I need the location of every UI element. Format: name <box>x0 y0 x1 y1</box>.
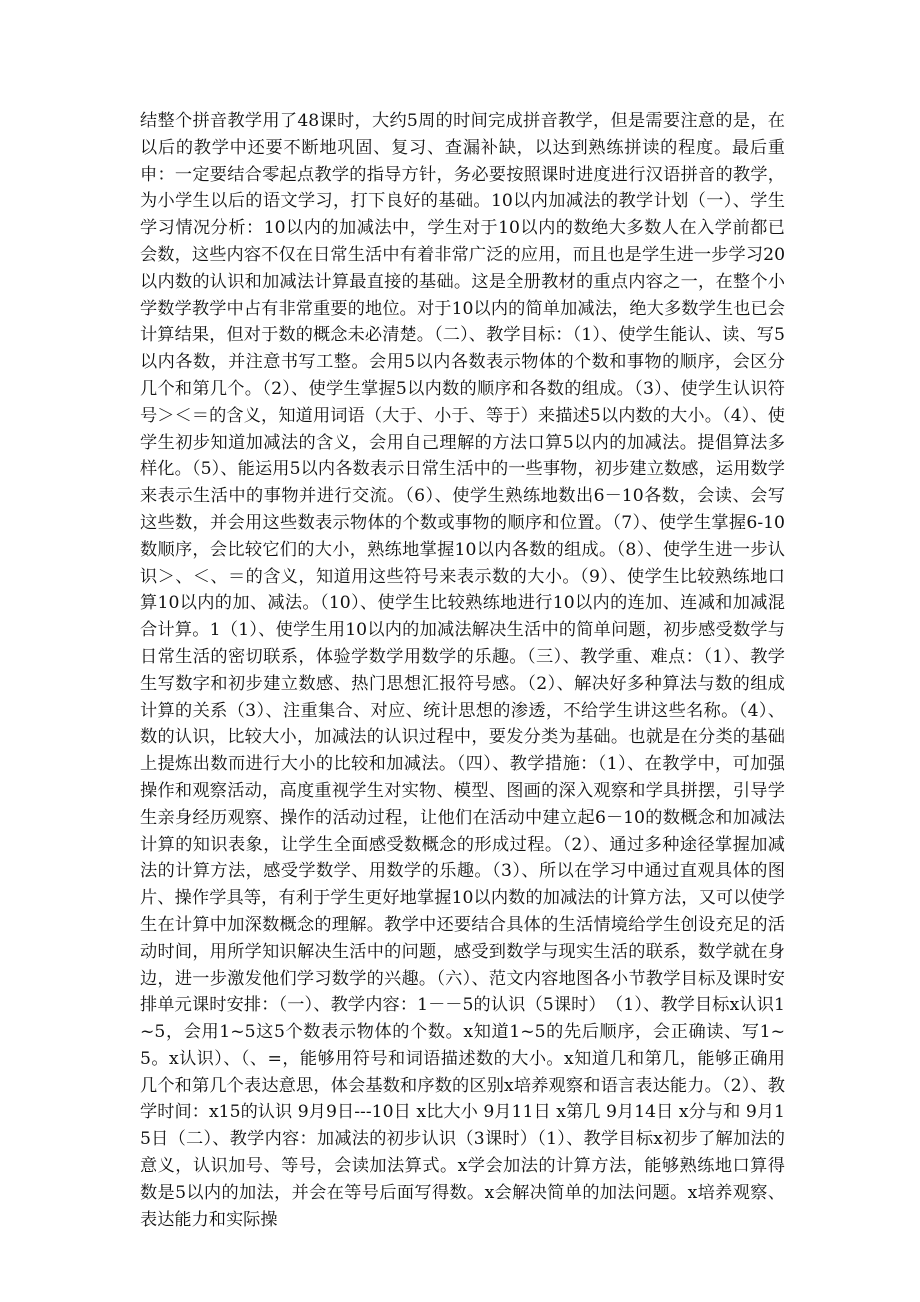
document-body-text: 结整个拼音教学用了48课时，大约5周的时间完成拼音教学，但是需要注意的是，在以后的教学中还要不断地巩固、复习、查漏补缺，以达到熟练拼读的程度。最后重申：一定要结合零起点教学的指导方针，务必要按照课时进度进行汉语拼音的教学，为小学生以后的语文学习，打下良好的基础。10以内加减法的教学计划（一）、学生学习情况分析：10以内的加减法中，学生对于10以内的数绝大多数人在入学前都已会数，这些内容不仅在日常生活中有着非常广泛的应用，而且也是学生进一步学习20以内数的认识和加减法计算最直接的基础。这是全册教材的重点内容之一，在整个小学数学教学中占有非常重要的地位。对于10以内的简单加减法，绝大多数学生也已会计算结果，但对于数的概念未必清楚。（二）、教学目标：（1）、使学生能认、读、写5以内各数，并注意书写工整。会用5以内各数表示物体的个数和事物的顺序，会区分几个和第几个。（2）、使学生掌握5以内数的顺序和各数的组成。（3）、使学生认识符号＞＜＝的含义，知道用词语（大于、小于、等于）来描述5以内数的大小。（4）、使学生初步知道加减法的含义，会用自己理解的方法口算5以内的加减法。提倡算法多样化。（5）、能运用5以内各数表示日常生活中的一些事物，初步建立数感，运用数学来表示生活中的事物并进行交流。（6）、使学生熟练地数出6－10各数，会读、会写这些数，并会用这些数表示物体的个数或事物的顺序和位置。（7）、使学生掌握6-10数顺序，会比较它们的大小，熟练地掌握10以内各数的组成。（8）、使学生进一步认识＞、＜、＝的含义，知道用这些符号来表示数的大小。（9）、使学生比较熟练地口算10以内的加、减法。（10）、使学生比较熟练地进行10以内的连加、连减和加减混合计算。1（1）、使学生用10以内的加减法解决生活中的简单问题，初步感受数学与日常生活的密切联系，体验学数学用数学的乐趣。（三）、教学重、难点：（1）、教学生写数字和初步建立数感、热门思想汇报符号感。（2）、解决好多种算法与数的组成计算的关系（3）、注重集合、对应、统计思想的渗透，不给学生讲这些名称。（4）、数的认识，比较大小，加减法的认识过程中，要发分类为基础。也就是在分类的基础上提炼出数而进行大小的比较和加减法。（四）、教学措施：（1）、在教学中，可加强操作和观察活动，高度重视学生对实物、模型、图画的深入观察和学具拼摆，引导学生亲身经历观察、操作的活动过程，让他们在活动中建立起6－10的数概念和加减法计算的知识表象，让学生全面感受数概念的形成过程。（2）、通过多种途径掌握加减法的计算方法，感受学数学、用数学的乐趣。（3）、所以在学习中通过直观具体的图片、操作学具等，有利于学生更好地掌握10以内数的加减法的计算方法，又可以使学生在计算中加深数概念的理解。教学中还要结合具体的生活情境给学生创设充足的活动时间，用所学知识解决生活中的问题，感受到数学与现实生活的联系，数学就在身边，进一步激发他们学习数学的兴趣。（六）、范文内容地图各小节教学目标及课时安排单元课时安排：（一）、教学内容：1－－5的认识（5课时） （1）、教学目标x认识1~5，会用1~5这5个数表示物体的个数。x知道1~5的先后顺序，会正确读、写1~5。x认识）、（、=，能够用符号和词语描述数的大小。x知道几和第几，能够正确用几个和第几个表达意思，体会基数和序数的区别x培养观察和语言表达能力。（2）、教学时间：x15的认识 9月9日---10日 x比大小 9月11日 x第几 9月14日 x分与和 9月15日（二）、教学内容：加减法的初步认识（3课时）（1）、教学目标x初步了解加法的意义，认识加号、等号，会读加法算式。x学会加法的计算方法，能够熟练地口算得数是5以内的加法，并会在等号后面写得数。x会解决简单的加法问题。x培养观察、表达能力和实际操 <box>140 111 785 1230</box>
